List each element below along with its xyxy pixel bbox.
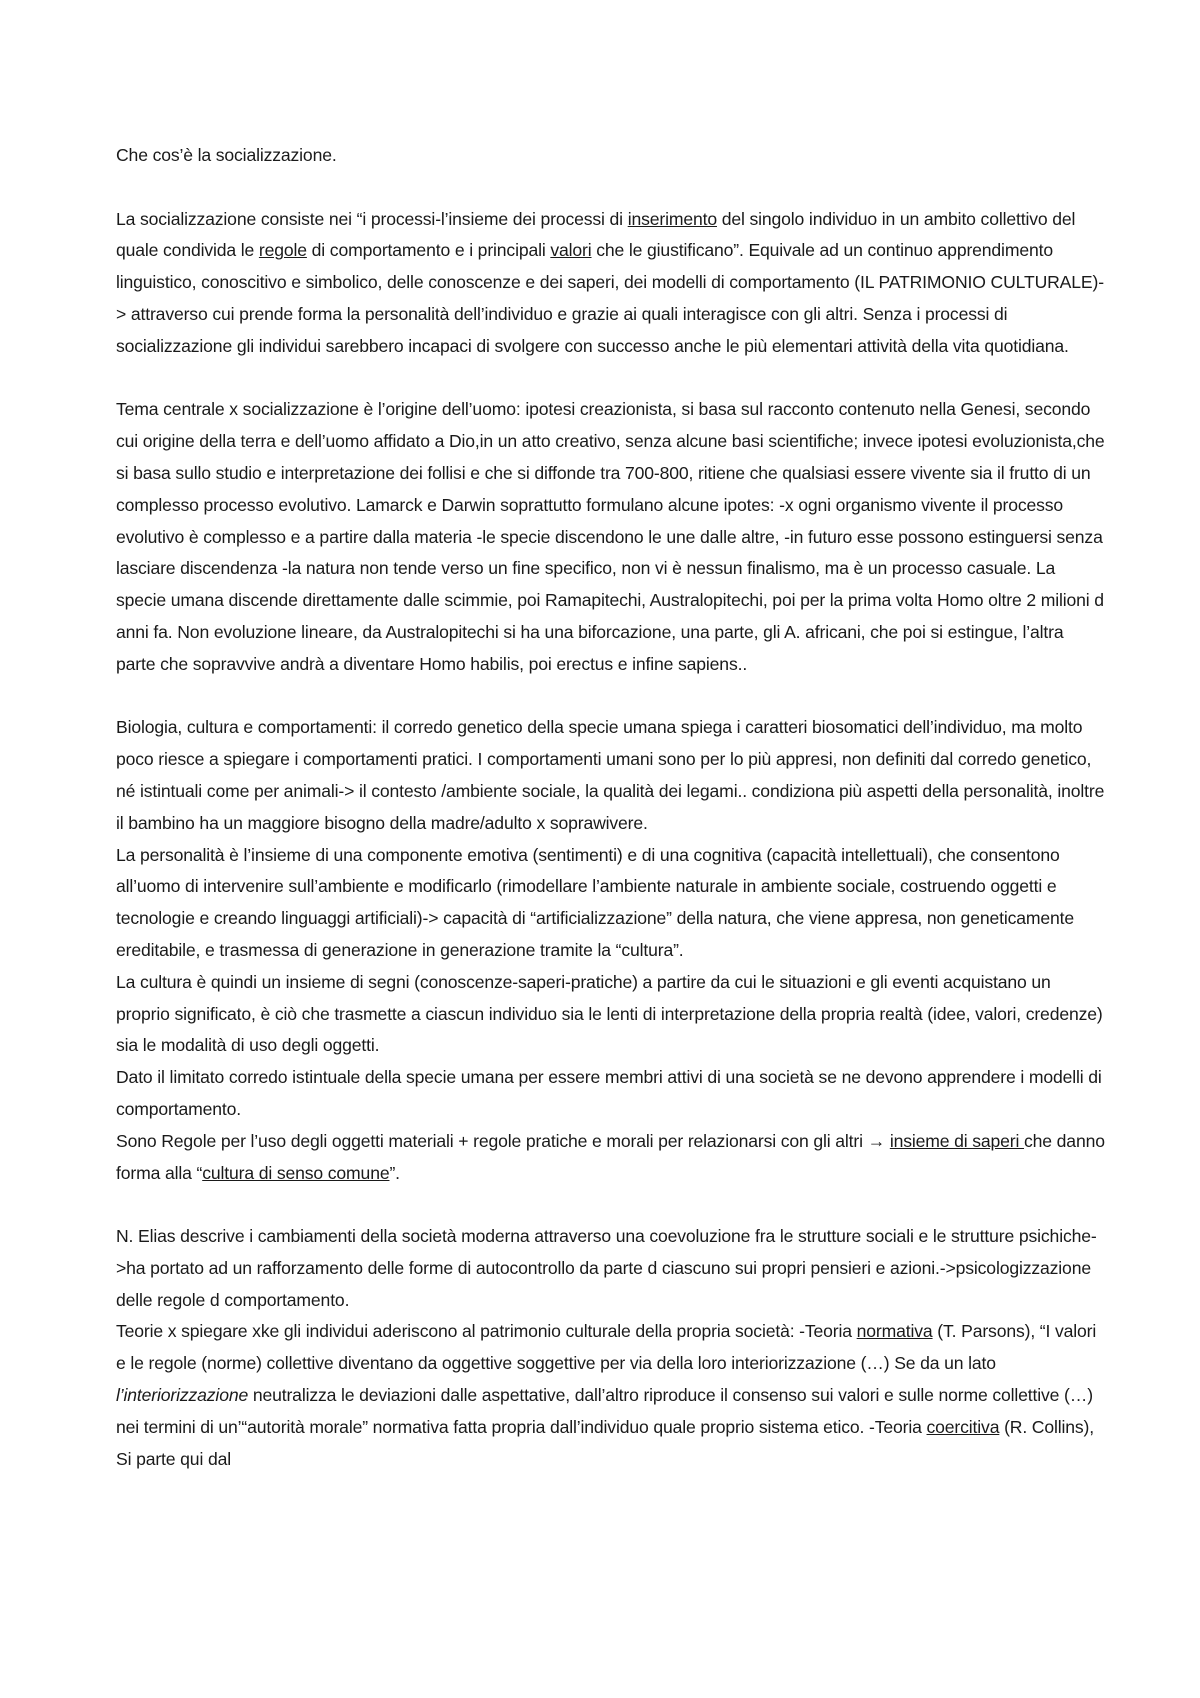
paragraph-origin-of-man: Tema centrale x socializzazione è l’origine dell’uomo: ipotesi creazionista, si basa sul racconto contenuto nella Genesi, secondo cui origine della terra e dell’uomo affidato a Dio,in un atto creativo, senza alcune basi scientifiche; invece ipotesi evoluzionista,che si basa sullo studio e interpretazione dei follisi e che si diffonde tra 700-800, ritiene che qualsiasi essere vivente sia il frutto di un complesso processo evolutivo. Lamarck e Darwin soprattutto formulano alcune ipotes: -x ogni organismo vivente il processo evolutivo è complesso e a partire dalla materia -le specie discendono le une dalle altre, -in futuro esse possono estinguersi senza lasciare discendenza -la natura non tende verso un fine specifico, non vi è nessun finalismo, ma è un processo casuale. La specie umana discende direttamente dalle scimmie, poi Ramapitechi, Australopitechi, poi per la prima volta Homo oltre 2 milioni d anni fa. Non evoluzione lineare, da Australopitechi si ha una biforcazione, una parte, gli A. africani, che poi si estingue, l’altra parte che sopravvive andrà a diventare Homo habilis, poi erectus e infine sapiens..: [116, 399, 1105, 674]
paragraph-personality: La personalità è l’insieme di una componente emotiva (sentimenti) e di una cognitiva (capacità intellettuali), che consentono all’uomo di intervenire sull’ambiente e modificarlo (rimodellare l’ambiente naturale in ambiente sociale, costruendo oggetti e tecnologie e creando linguaggi artificiali)-> capacità di “artificializzazione” della natura, che viene appresa, non geneticamente ereditabile, e trasmessa di generazione in generazione tramite la “cultura”.: [116, 844, 1075, 960]
text-run: (R. Collins), Si parte qui dal: [116, 1416, 1095, 1469]
paragraph-culture: La cultura è quindi un insieme di segni (conoscenze-saperi-pratiche) a partire da cui le situazioni e gli eventi acquistano un proprio significato, è ciò che trasmette a ciascun individuo sia le lenti di interpretazione della propria realtà (idee, valori, credenze) sia le modalità di uso degli oggetti.: [116, 971, 1103, 1056]
paragraph-elias: N. Elias descrive i cambiamenti della società moderna attraverso una coevoluzione fra le strutture sociali e le strutture psichiche->ha portato ad un rafforzamento delle forme di autocontrollo da parte d ciascuno sui propri pensieri e azioni.->psicologizzazione delle regole d comportamento.: [116, 1226, 1097, 1310]
arrow-right-icon: →: [867, 1130, 886, 1151]
text-run: Teorie x spiegare xke gli individui aderiscono al patrimonio culturale della propria società: -Teoria: [116, 1321, 857, 1342]
text-run: ”.: [389, 1162, 400, 1183]
underlined-term-regole: regole: [258, 240, 307, 261]
underlined-term-inserimento: inserimento: [627, 208, 717, 229]
paragraph-rules: [116, 1126, 1106, 1190]
text-run: di comportamento e i principali: [306, 240, 551, 261]
text-run: che le giustificano”. Equivale ad un continuo apprendimento linguistico, conoscitivo e simbolico, delle conoscenze e dei saperi, dei modelli di comportamento (IL PATRIMONIO CULTURALE)-> attraverso cui prende forma la personalità dell’individuo e grazie ai quali interagisce con gli altri. Senza i processi di socializzazione gli individui sarebbero incapaci di svolgere con successo anche le più elementari attività della vita quotidiana.: [116, 240, 1104, 356]
paragraph-gap: [116, 172, 1106, 204]
text-run: (T. Parsons), “I valori e le regole (norme) collettive diventano da oggettive soggettive per via della loro interiorizzazione (…) Se da un lato: [116, 1321, 1097, 1374]
paragraph-instinct: Dato il limitato corredo istintuale della specie umana per essere membri attivi di una società se ne devono apprendere i modelli di comportamento.: [116, 1067, 1102, 1119]
underlined-term-valori: valori: [550, 240, 592, 261]
underlined-term-coercitiva: coercitiva: [926, 1416, 1000, 1437]
paragraph-gap: [116, 681, 1106, 713]
text-run: Sono Regole per l’uso degli oggetti materiali + regole pratiche e morali per relazionarsi con gli altri: [116, 1130, 868, 1151]
paragraph-definition: [116, 204, 1106, 363]
underlined-term-normativa: normativa: [856, 1321, 933, 1342]
paragraph-gap: [116, 363, 1106, 395]
text-run: La socializzazione consiste nei “i processi-l’insieme dei processi di: [116, 208, 628, 229]
text-run: del singolo individuo in un ambito collettivo del quale condivida le: [116, 208, 1076, 261]
text-run: che danno forma alla “: [116, 1130, 1105, 1183]
document-title: Che cos’è la socializzazione.: [116, 145, 337, 165]
document-page: [116, 140, 1106, 1475]
paragraph-theories: [116, 1316, 1106, 1475]
underlined-term-cultura-di-senso-comune: cultura di senso comune: [202, 1162, 390, 1183]
paragraph-biology-culture: Biologia, cultura e comportamenti: il corredo genetico della specie umana spiega i caratteri biosomatici dell’individuo, ma molto poco riesce a spiegare i comportamenti pratici. I comportamenti umani sono per lo più appresi, non definiti dal corredo genetico, né istintuali come per animali-> il contesto /ambiente sociale, la qualità dei legami.. condiziona più aspetti della personalità, inoltre il bambino ha un maggiore bisogno della madre/adulto x soprawivere.: [116, 717, 1105, 833]
paragraph-gap: [116, 1189, 1106, 1221]
underlined-term-insieme-di-saperi: insieme di saperi: [889, 1130, 1025, 1151]
italic-term-interiorizzazione: l’interiorizzazione: [116, 1385, 249, 1406]
text-run: neutralizza le deviazioni dalle aspettative, dall’altro riproduce il consenso sui valori e sulle norme collettive (…) nei termini di un’“autorità morale” normativa fatta propria dall’individuo quale proprio sistema etico. -Teoria: [116, 1385, 1093, 1437]
